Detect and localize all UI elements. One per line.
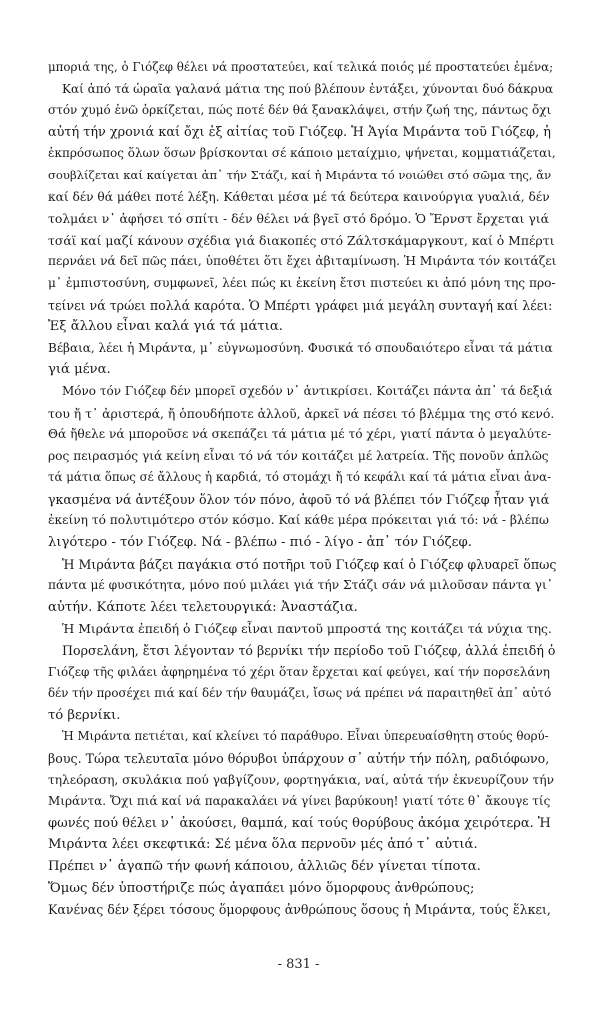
text-line: καί δέν θά μάθει ποτέ λέξη. Κάθεται μέσα μέ τά δεύτερα καινούργια γυαλιά, δέν: [48, 189, 550, 204]
text-line: Βέβαια, λέει ἡ Μιράντα, μ᾽ εὐγνωμοσύνη. Φυσικά τό σπουδαιότερο εἶναι τά μάτια: [48, 340, 553, 355]
text-line: Μιράντα. Ὄχι πιά καί νά παρακαλάει νά γίνει βαρύκουη! γιατί τότε θ᾽ ἄκουγε τίς: [48, 794, 551, 809]
text-line: Θά ἤθελε νά μποροῦσε νά σκεπάζει τά μάτια μέ τό χέρι, γιατί πάντα ὁ μεγαλύτε-: [48, 427, 552, 442]
text-line: Πρέπει ν᾽ ἀγαπῶ τήν φωνή κάποιου, ἀλλιῶς δέν γίνεται τίποτα.: [48, 858, 481, 874]
text-line: Κανένας δέν ξέρει τόσους ὅμορφους ἀνθρώπους ὅσους ἡ Μιράντα, τούς ἕλκει,: [48, 902, 551, 918]
text-line: δέν τήν προσέχει πιά καί δέν τήν θαυμάζει, ἴσως νά πρέπει νά παραιτηθεῖ ἀπ᾽ αὐτό: [48, 686, 552, 701]
text-line: γιά μένα.: [48, 362, 111, 378]
text-line: πάντα μέ φυσικότητα, μόνο πού μιλάει γιά τήν Στάζι σάν νά μιλοῦσαν πάντα γι᾽: [48, 578, 553, 593]
text-line: τείνει νά τρώει πολλά καρότα. Ὁ Μπέρτι γράφει μιά μεγάλη συνταγή καί λέει:: [48, 297, 553, 313]
text-line: περνάει νά δεῖ πῶς πάει, ὑποθέτει ὅτι ἔχει ἀβιταμίνωση. Ἡ Μιράντα τόν κοιτάζει: [48, 254, 556, 269]
text-line: Ὅμως δέν ὑποστήριζε πώς ἀγαπάει μόνο ὅμορφους ἀνθρώπους;: [48, 880, 475, 896]
text-line: αὐτή τήν χρονιά καί ὄχι ἐξ αἰτίας τοῦ Γιόζεφ. Ἡ Ἁγία Μιράντα τοῦ Γιόζεφ, ἡ: [48, 124, 551, 140]
text-line: βους. Τώρα τελευταῖα μόνο θόρυβοι ὑπάρχουν σ᾽ αὐτήν τήν πόλη, ραδιόφωνο,: [48, 751, 550, 766]
text-line: Μιράντα λέει σκεφτικά: Σέ μένα ὅλα περνοῦν μές ἀπό τ᾽ αὐτιά.: [48, 837, 478, 853]
page-number: - 831 -: [277, 957, 320, 972]
text-line: ἐκείνη τό πολυτιμότερο στόν κόσμο. Καί κάθε μέρα πρόκειται γιά τό: νά - βλέπω: [48, 513, 549, 528]
text-line: αὐτήν. Κάποτε λέει τελετουργικά: Ἀναστάζια.: [48, 599, 358, 615]
text-line: γκασμένα νά ἀντέξουν ὅλον τόν πόνο, ἀφοῦ τό νά βλέπει τόν Γιόζεφ ἦταν γιά: [48, 491, 550, 507]
text-line: Μόνο τόν Γιόζεφ δέν μπορεῖ σχεδόν ν᾽ ἀντικρίσει. Κοιτάζει πάντα ἀπ᾽ τά δεξιά: [62, 383, 553, 398]
text-line: Ἐξ ἄλλου εἶναι καλά γιά τά μάτια.: [48, 319, 283, 335]
text-line: Καί ἀπό τά ὡραῖα γαλανά μάτια της πού βλέπουν ἐντάξει, χύνονται δυό δάκρυα: [62, 81, 554, 96]
text-line: λιγότερο - τόν Γιόζεφ. Νά - βλέπω - πιό - λίγο - ἀπ᾽ τόν Γιόζεφ.: [48, 535, 472, 551]
text-line: Ἡ Μιράντα ἐπειδή ὁ Γιόζεφ εἶναι παντοῦ μπροστά της κοιτάζει τά νύχια της.: [62, 621, 552, 637]
body-text: [48, 57, 556, 921]
text-line: ρος πειρασμός γιά κείνη εἶναι τό νά τόν κοιτάζει μέ λατρεία. Τῆς πονοῦν ἁπλῶς: [48, 448, 549, 463]
text-line: τηλεόραση, σκυλάκια πού γαβγίζουν, φορτηγάκια, ναί, αὐτά τήν ἐκνευρίζουν τήν: [48, 772, 555, 787]
text-line: μ᾽ ἐμπιστοσύνη, συμφωνεῖ, λέει πώς κι ἐκείνη ἔτσι πιστεύει κι ἀπό μόνη της προ-: [48, 275, 556, 290]
text-line: του ἤ τ᾽ ἀριστερά, ἤ ὁπουδήποτε ἀλλοῦ, ἀρκεῖ νά πέσει τό βλέμμα της στό κενό.: [48, 405, 555, 421]
text-line: τσάϊ καί μαζί κάνουν σχέδια γιά διακοπές στό Ζάλτσκάμαργκουτ, καί ὁ Μπέρτι: [48, 232, 555, 248]
text-line: Ἡ Μιράντα πετιέται, καί κλείνει τό παράθυρο. Εἶναι ὑπερευαίσθητη στούς θορύ-: [62, 729, 549, 744]
text-line: στόν χυμό ἐνῶ ὁρκίζεται, πώς ποτέ δέν θά ξανακλάψει, στήν ζωή της, πάντως ὄχι: [48, 103, 552, 118]
text-line: μποριά της, ὁ Γιόζεφ θέλει νά προστατεύει, καί τελικά ποιός μέ προστατεύει ἐμένα;: [48, 60, 554, 74]
text-line: Πορσελάνη, ἔτσι λέγονταν τό βερνίκι τήν περίοδο τοῦ Γιόζεφ, ἀλλά ἐπειδή ὁ: [62, 643, 556, 659]
text-line: ἐκπρόσωπος ὅλων ὅσων βρίσκονται σέ κάποιο μεταίχμιο, ψήνεται, κομματιάζεται,: [48, 146, 556, 161]
text-line: τό βερνίκι.: [48, 707, 121, 723]
text-line: φωνές πού θέλει ν᾽ ἀκούσει, θαμπά, καί τούς θορύβους ἀκόμα χειρότερα. Ἡ: [48, 815, 551, 831]
text-line: σουβλίζεται καί καίγεται ἀπ᾽ τήν Στάζι, καί ἡ Μιράντα τό νοιώθει στό σῶμα της, ἄν: [48, 167, 552, 182]
text-line: Ἡ Μιράντα βάζει παγάκια στό ποτῆρι τοῦ Γιόζεφ καί ὁ Γιόζεφ φλυαρεῖ ὅπως: [62, 556, 556, 572]
text-line: τά μάτια ὅπως σέ ἄλλους ἡ καρδιά, τό στομάχι ἤ τό κεφάλι καί τά μάτια εἶναι ἀνα-: [48, 470, 552, 485]
text-line: Γιόζεφ τῆς φιλάει ἀφηρημένα τό χέρι ὅταν ἔρχεται καί φεύγει, καί τήν πορσελάνη: [48, 664, 550, 679]
text-line: τολμάει ν᾽ ἀφήσει τό σπίτι - δέν θέλει νά βγεῖ στό δρόμο. Ὁ Ἔρνστ ἔρχεται γιά: [48, 211, 549, 227]
